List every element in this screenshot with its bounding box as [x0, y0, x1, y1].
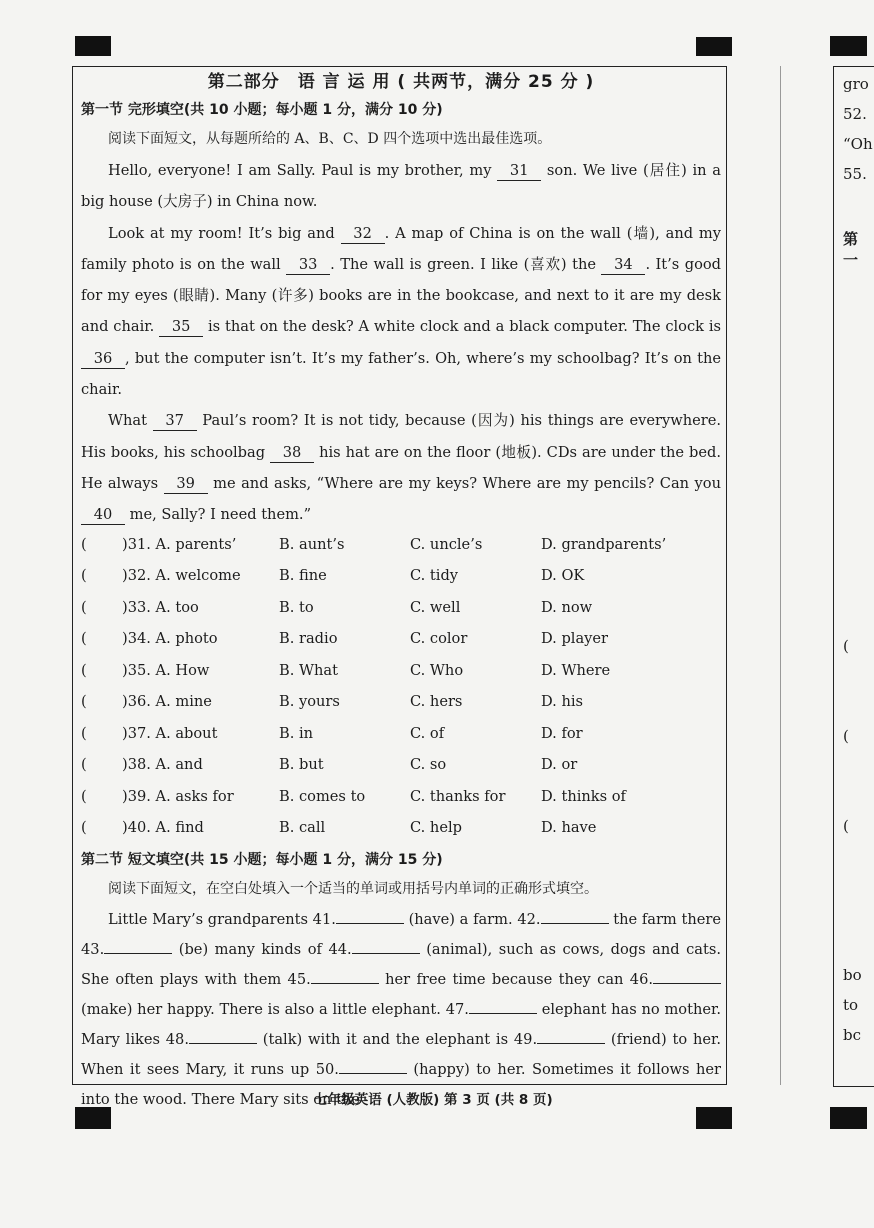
option-d: D. OK	[541, 567, 585, 585]
option-c: C. color	[410, 630, 468, 648]
option-row	[81, 783, 721, 815]
option-a: )31. A. parents’	[122, 535, 237, 553]
answer-paren[interactable]: (	[81, 724, 87, 742]
question-number: 41.	[312, 910, 336, 928]
option-c: C. well	[410, 598, 461, 616]
option-row	[81, 657, 721, 689]
next-page-fragment: bo	[843, 966, 862, 984]
next-page-fragment: bc	[843, 1026, 862, 1044]
option-a: )33. A. too	[122, 598, 199, 616]
answer-paren[interactable]: (	[81, 535, 87, 553]
option-row	[81, 531, 721, 563]
cloze-paragraph-2: Look at my room! It’s big and 32 . A map of China is on the wall (墙), and my family photo is on the wall 33 . The wall is green. I like (喜欢) the 34 . It’s good for my eyes (眼睛). Many (许多) books are in the bookcase, and next to it are my desk and chair. 35 is that on the desk? A white clock and a black computer. The clock is 36 , but the computer isn’t. It’s my father’s. Oh, where’s my schoolbag? It’s on the chair.	[81, 224, 721, 399]
option-b: B. but	[279, 756, 324, 774]
next-page-fragment: “Oh	[843, 135, 873, 153]
question-number: 49.	[513, 1030, 538, 1048]
answer-blank[interactable]: 32	[341, 225, 385, 244]
option-a: )37. A. about	[122, 724, 218, 742]
option-c: C. Who	[410, 661, 464, 679]
answer-paren[interactable]: (	[81, 661, 87, 679]
answer-blank[interactable]	[339, 1073, 407, 1074]
option-d: D. for	[541, 724, 583, 742]
answer-blank[interactable]: 37	[153, 412, 197, 431]
answer-blank[interactable]	[189, 1043, 257, 1044]
option-row	[81, 594, 721, 626]
question-number: 43.	[81, 940, 105, 958]
option-row	[81, 625, 721, 657]
registration-mark	[75, 36, 111, 56]
option-c: C. of	[410, 724, 445, 742]
next-page-fragment: 第一	[843, 230, 859, 269]
option-c: C. thanks for	[410, 787, 506, 805]
option-d: D. player	[541, 630, 609, 648]
answer-blank[interactable]	[352, 953, 420, 954]
answer-paren[interactable]: (	[81, 756, 87, 774]
next-page-fragment: to	[843, 996, 859, 1014]
section2-heading: 第二节 短文填空(共 15 小题；每小题 1 分，满分 15 分)	[81, 851, 443, 868]
next-page-fragment: gro	[843, 75, 869, 93]
option-a: )38. A. and	[122, 756, 203, 774]
option-b: B. radio	[279, 630, 338, 648]
answer-blank[interactable]: 38	[270, 444, 314, 463]
option-c: C. hers	[410, 693, 463, 711]
option-b: B. to	[279, 598, 314, 616]
option-a: )36. A. mine	[122, 693, 212, 711]
option-a: )40. A. find	[122, 819, 204, 837]
answer-blank[interactable]: 31	[497, 162, 541, 181]
answer-blank[interactable]: 36	[81, 350, 125, 369]
option-b: B. aunt’s	[279, 535, 345, 553]
section1-instruction: 阅读下面短文，从每题所给的 A、B、C、D 四个选项中选出最佳选项。	[108, 131, 552, 147]
answer-blank[interactable]	[104, 953, 172, 954]
page-divider	[780, 66, 781, 1085]
next-page-fragment: (	[843, 817, 849, 835]
option-b: B. yours	[279, 693, 340, 711]
question-number: 44.	[328, 940, 352, 958]
option-d: D. thinks of	[541, 787, 626, 805]
question-number: 48.	[165, 1030, 189, 1048]
option-a: )34. A. photo	[122, 630, 218, 648]
option-d: D. his	[541, 693, 584, 711]
answer-paren[interactable]: (	[81, 567, 87, 585]
option-b: B. call	[279, 819, 326, 837]
option-row	[81, 814, 721, 846]
option-d: D. now	[541, 598, 593, 616]
answer-blank[interactable]	[336, 923, 404, 924]
answer-blank[interactable]: 34	[601, 256, 645, 275]
option-a: )39. A. asks for	[122, 787, 234, 805]
exam-content	[81, 68, 721, 1115]
option-row	[81, 751, 721, 783]
answer-blank[interactable]: 33	[286, 256, 330, 275]
question-number: 42.	[517, 910, 541, 928]
option-c: C. uncle’s	[410, 535, 483, 553]
option-b: B. What	[279, 661, 338, 679]
option-a: )32. A. welcome	[122, 567, 241, 585]
answer-paren[interactable]: (	[81, 787, 87, 805]
option-row	[81, 562, 721, 594]
part-title: 第二部分 语 言 运 用 ( 共两节，满分 25 分 )	[207, 72, 595, 92]
answer-paren[interactable]: (	[81, 819, 87, 837]
next-page-fragment: (	[843, 637, 849, 655]
fill-blank-paragraph: Little Mary’s grandparents 41. (have) a farm. 42. the farm there 43. (be) many kinds of 44. (animal), such as cows, dogs and cats. She often plays with them 45. her free time because they can 46. (make) her happy. There is also a little elephant. 47. elephant has no mother. Mary likes 48. (talk) with it and the elephant is 49. (friend) to her. When it sees Mary, it runs up 50. (happy) to her. Sometimes it follows her into the wood. There Mary sits on the	[81, 910, 721, 1108]
option-d: D. grandparents’	[541, 535, 667, 553]
answer-blank[interactable]	[537, 1043, 605, 1044]
next-page-fragment: 52.	[843, 105, 867, 123]
answer-blank[interactable]: 40	[81, 506, 125, 525]
option-b: B. in	[279, 724, 314, 742]
registration-mark	[830, 1107, 867, 1129]
option-c: C. tidy	[410, 567, 459, 585]
option-c: C. so	[410, 756, 447, 774]
option-d: D. have	[541, 819, 597, 837]
answer-paren[interactable]: (	[81, 693, 87, 711]
question-number: 47.	[445, 1000, 469, 1018]
option-row	[81, 720, 721, 752]
answer-blank[interactable]	[469, 1013, 537, 1014]
page-footer: 七年级英语 (人教版) 第 3 页 (共 8 页)	[314, 1092, 553, 1108]
answer-blank[interactable]: 35	[159, 318, 203, 337]
next-page-border	[833, 66, 874, 1087]
option-c: C. help	[410, 819, 462, 837]
option-d: D. or	[541, 756, 578, 774]
option-b: B. fine	[279, 567, 327, 585]
option-b: B. comes to	[279, 787, 366, 805]
registration-mark	[830, 36, 867, 56]
answer-paren[interactable]: (	[81, 598, 87, 616]
option-row	[81, 688, 721, 720]
cloze-paragraph-1: Hello, everyone! I am Sally. Paul is my brother, my 31 son. We live (居住) in a big house (大房子) in China now.	[81, 162, 721, 211]
question-number: 50.	[315, 1060, 339, 1078]
answer-blank[interactable]	[541, 923, 609, 924]
question-number: 46.	[629, 970, 653, 988]
answer-blank[interactable]	[653, 983, 721, 984]
cloze-paragraph-3: What 37 Paul’s room? It is not tidy, because (因为) his things are everywhere. His books, his schoolbag 38 his hat are on the floor (地板). CDs are under the bed. He always 39 me and asks, “Where are my keys? Where are my pencils? Can you 40 me, Sally? I need them.”	[81, 412, 721, 524]
answer-blank[interactable]: 39	[164, 475, 208, 494]
registration-mark	[696, 37, 732, 56]
question-number: 45.	[287, 970, 311, 988]
options-list	[81, 531, 721, 846]
next-page-fragment: 55.	[843, 165, 867, 183]
option-d: D. Where	[541, 661, 611, 679]
option-a: )35. A. How	[122, 661, 210, 679]
section1-heading: 第一节 完形填空(共 10 小题；每小题 1 分，满分 10 分)	[81, 102, 443, 118]
section2-instruction: 阅读下面短文，在空白处填入一个适当的单词或用括号内单词的正确形式填空。	[108, 880, 598, 897]
answer-paren[interactable]: (	[81, 630, 87, 648]
answer-blank[interactable]	[311, 983, 379, 984]
next-page-fragment: (	[843, 727, 849, 745]
